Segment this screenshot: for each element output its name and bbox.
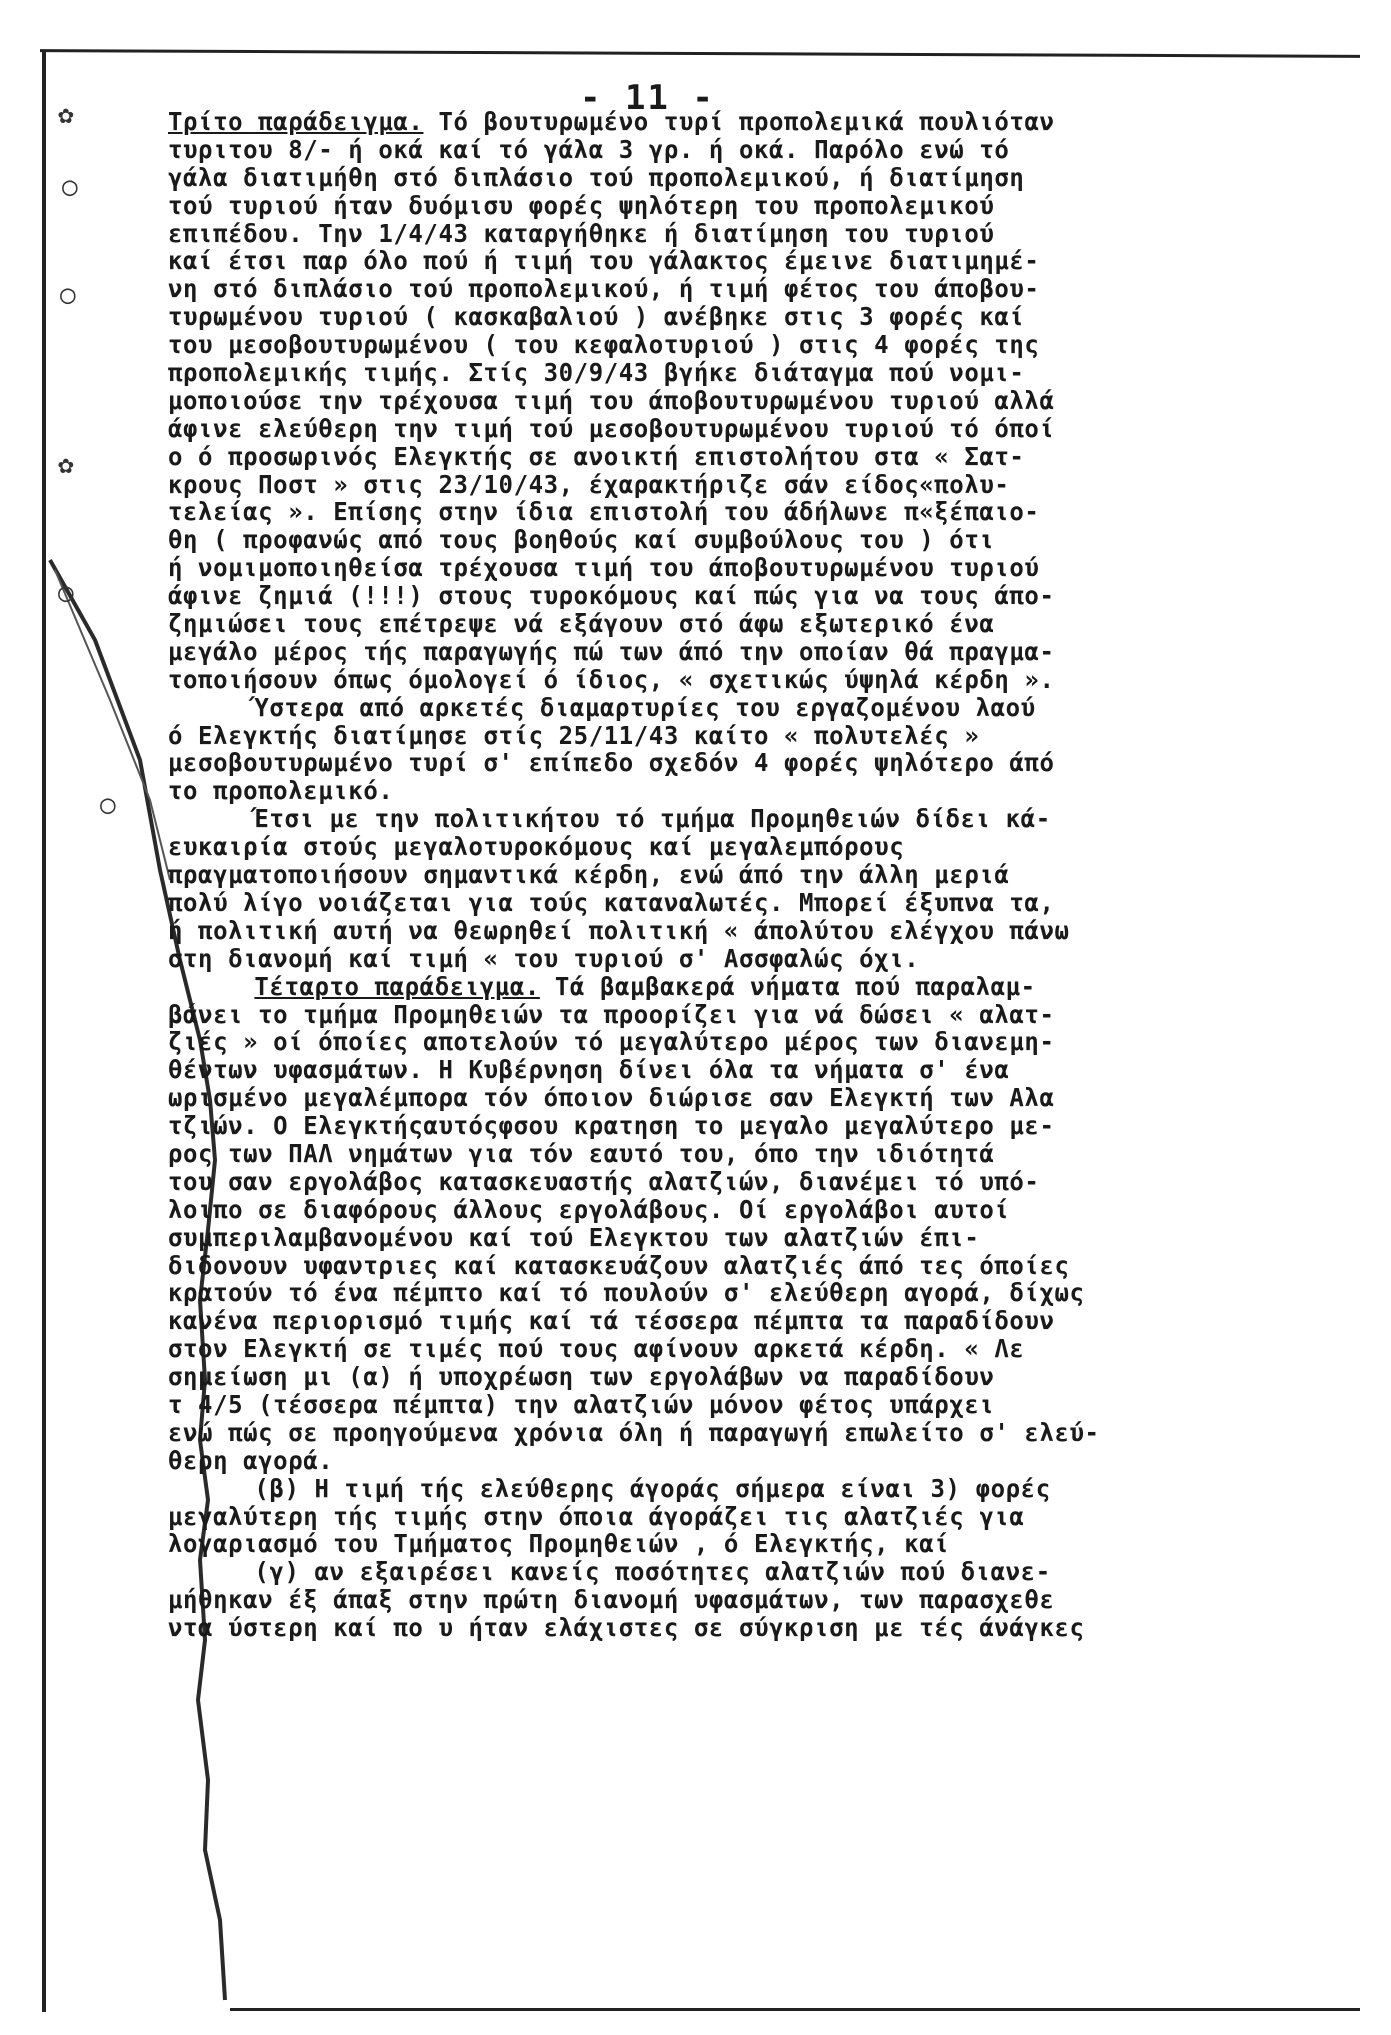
text-line bbox=[168, 805, 1334, 833]
text-line bbox=[168, 638, 1334, 666]
line-text: κανένα περιορισμό τιμής καί τά τέσσερα πέμπτα τα παραδίδουν bbox=[168, 1307, 1055, 1336]
page-number: - 11 - bbox=[580, 78, 715, 118]
text-line bbox=[168, 973, 1334, 1001]
line-text: μεγάλο μέρος τής παραγωγής πώ των άπό την οποίαν θά πραγμα- bbox=[168, 637, 1055, 666]
text-line bbox=[168, 108, 1334, 136]
line-text: τ 4/5 (τέσσερα πέμπτα) την αλατζιών μόνον φέτος υπάρχει bbox=[168, 1390, 995, 1419]
text-line bbox=[168, 1252, 1334, 1280]
text-line bbox=[168, 1168, 1334, 1196]
text-line bbox=[168, 1279, 1334, 1307]
line-text: μεσοβουτυρωμένο τυρί σ' επίπεδο σχεδόν 4 φορές ψηλότερο άπό bbox=[168, 749, 1055, 778]
line-text: λοιπο σε διαφόρους άλλους εργολάβους. Οί εργολάβοι αυτοί bbox=[168, 1195, 1010, 1224]
line-text: ωρισμένο μεγαλέμπορα τόν όποιον διώρισε σαν Ελεγκτή των Αλα bbox=[168, 1084, 1055, 1113]
section-heading: Τρίτο παράδειγμα. bbox=[168, 108, 424, 136]
text-line bbox=[168, 582, 1334, 610]
text-line bbox=[168, 833, 1334, 861]
line-text: Τά βαμβακερά νήματα πού παραλαμ- bbox=[539, 972, 1036, 1001]
text-line bbox=[168, 945, 1334, 973]
line-text: επιπέδου. Την 1/4/43 καταργήθηκε ή διατίμηση του τυριού bbox=[168, 219, 995, 248]
text-line bbox=[168, 694, 1334, 722]
text-line bbox=[168, 722, 1334, 750]
text-line bbox=[168, 443, 1334, 471]
text-line bbox=[168, 471, 1334, 499]
text-line bbox=[168, 861, 1334, 889]
line-text: ντα ύστερη καί πο υ ήταν ελάχιστες σε σύγκριση με τές άνάγκες bbox=[168, 1614, 1085, 1642]
text-line bbox=[168, 526, 1334, 554]
text-line bbox=[168, 136, 1334, 164]
line-text: ζημιώσει τους επέτρεψε νά εξάγουν στό άφω εξωτερικό ένα bbox=[168, 610, 995, 638]
line-text: γάλα διατιμήθη στό διπλάσιο τού προπολεμικού, ή διατίμηση bbox=[168, 163, 1025, 192]
text-line bbox=[168, 192, 1334, 220]
text-line bbox=[168, 1196, 1334, 1224]
line-text: ζιές » οί όποίες αποτελούν τό μεγαλύτερο μέρος των διανεμη- bbox=[168, 1028, 1055, 1057]
line-text: στον Ελεγκτή σε τιμές πού τους αφίνουν αρκετά κέρδη. « Λε bbox=[168, 1335, 1025, 1364]
text-line bbox=[168, 777, 1334, 805]
page-border-bottom bbox=[230, 2008, 1360, 2011]
text-line bbox=[168, 1475, 1334, 1503]
text-line bbox=[168, 275, 1334, 303]
text-line bbox=[168, 1530, 1334, 1558]
text-line bbox=[168, 1335, 1334, 1363]
text-line bbox=[168, 1028, 1334, 1056]
line-text: μοποιούσε την τρέχουσα τιμή του άποβουτυρωμένου τυριού αλλά bbox=[168, 386, 1055, 415]
text-line bbox=[168, 164, 1334, 192]
punch-hole-mark: ○ bbox=[58, 578, 74, 608]
punch-hole-mark: ✿ bbox=[58, 450, 74, 480]
line-text: σημείωση μι (α) ή υποχρέωση των εργολάβων να παραδίδουν bbox=[168, 1363, 995, 1391]
line-text: ο ό προσωρινός Ελεγκτής σε ανοικτή επιστολήτου στα « Σατ- bbox=[168, 442, 1025, 471]
line-text: προπολεμικής τιμής. Στίς 30/9/43 βγήκε διάταγμα πού νομι- bbox=[168, 359, 1025, 387]
line-text: τοποιήσουν όπως όμολογεί ό ίδιος, « σχετικώς ύψηλά κέρδη ». bbox=[168, 665, 1055, 694]
text-line bbox=[168, 415, 1334, 443]
line-text: ενώ πώς σε προηγούμενα χρόνια όλη ή παραγωγή επωλείτο σ' ελεύ- bbox=[168, 1418, 1100, 1447]
punch-hole-mark: ○ bbox=[60, 280, 76, 310]
line-text: τυρωμένου τυριού ( κασκαβαλιού ) ανέβηκε στις 3 φορές καί bbox=[168, 303, 1025, 332]
line-text: κρους Ποστ » στις 23/10/43, έχαρακτήριζε σάν είδος«πολυ- bbox=[168, 470, 1010, 499]
text-line bbox=[168, 666, 1334, 694]
line-text: θερη αγορά. bbox=[168, 1446, 334, 1475]
line-text: συμπεριλαμβανομένου καί τού Ελεγκτου των αλατζιών έπι- bbox=[168, 1223, 980, 1252]
text-line bbox=[168, 1558, 1334, 1586]
line-text: (β) Η τιμή τής ελεύθερης άγοράς σήμερα είναι 3) φορές bbox=[254, 1474, 1051, 1503]
text-line bbox=[168, 1503, 1334, 1531]
line-text: τζιών. Ο Ελεγκτήςαυτόςφσου κρατηση το μεγαλο μεγαλύτερο με- bbox=[168, 1112, 1055, 1140]
text-line bbox=[168, 1363, 1334, 1391]
line-text: μεγαλύτερη τής τιμής στην όποια άγοράζει τις αλατζιές για bbox=[168, 1502, 1025, 1531]
line-text: το προπολεμικό. bbox=[168, 777, 394, 806]
text-line bbox=[168, 1140, 1334, 1168]
text-line bbox=[168, 247, 1334, 275]
text-line bbox=[168, 1307, 1334, 1335]
text-line bbox=[168, 1586, 1334, 1614]
text-line bbox=[168, 1112, 1334, 1140]
line-text: άφινε ζημιά (!!!) στους τυροκόμους καί πώς για να τους άπο- bbox=[168, 582, 1055, 611]
text-line bbox=[168, 1084, 1334, 1112]
line-text: Τό βουτυρωμένο τυρί προπολεμικά πουλιόταν bbox=[423, 108, 1055, 136]
line-text: άφινε ελεύθερη την τιμή τού μεσοβουτυρωμένου τυριού τό όποί bbox=[168, 414, 1055, 443]
line-text: Ύστερα από αρκετές διαμαρτυρίες του εργαζομένου λαού bbox=[254, 693, 1036, 722]
line-text: του σαν εργολάβος κατασκευαστής αλατζιών, διανέμει τό υπό- bbox=[168, 1167, 1040, 1196]
typewritten-body bbox=[168, 108, 1383, 1642]
line-text: τελείας ». Επίσης στην ίδια επιστολή του άδήλωνε π«ξέπαιο- bbox=[168, 498, 1040, 527]
line-text: ό Ελεγκτής διατίμησε στίς 25/11/43 καίτο « πολυτελές » bbox=[168, 721, 980, 750]
line-text: τυριτου 8/- ή οκά καί τό γάλα 3 γρ. ή οκά. Παρόλο ενώ τό bbox=[168, 135, 1010, 164]
line-text: κρατούν τό ένα πέμπτο καί τό πουλούν σ' ελεύθερη αγορά, δίχως bbox=[168, 1279, 1085, 1308]
text-line bbox=[168, 1391, 1334, 1419]
text-line bbox=[168, 387, 1334, 415]
line-text: ρος των ΠΑΛ νημάτων για τόν εαυτό του, όπο την ιδιότητά bbox=[168, 1139, 995, 1168]
text-line bbox=[168, 554, 1334, 582]
line-text: ευκαιρία στούς μεγαλοτυροκόμους καί μεγαλεμπόρους bbox=[168, 833, 905, 862]
line-text: θη ( προφανώς από τους βοηθούς καί συμβούλους του ) ότι bbox=[168, 526, 995, 555]
punch-hole-mark: ✿ bbox=[58, 100, 74, 130]
text-line bbox=[168, 1224, 1334, 1252]
text-line bbox=[168, 1001, 1334, 1029]
text-line bbox=[168, 749, 1334, 777]
text-line bbox=[168, 1614, 1334, 1642]
text-line bbox=[168, 889, 1334, 917]
text-line bbox=[168, 303, 1334, 331]
section-heading: Τέταρτο παράδειγμα. bbox=[254, 972, 540, 1001]
line-text: στη διανομή καί τιμή « του τυριού σ' Ασσφαλώς όχι. bbox=[168, 944, 920, 973]
text-line bbox=[168, 917, 1334, 945]
line-text: βάνει το τμήμα Προμηθειών τα προορίζει για νά δώσει « αλατ- bbox=[168, 1000, 1055, 1029]
punch-hole-mark: ○ bbox=[100, 790, 116, 820]
line-text: θέντων υφασμάτων. Η Κυβέρνηση δίνει όλα τα νήματα σ' ένα bbox=[168, 1056, 1010, 1085]
punch-hole-mark: ○ bbox=[62, 172, 78, 202]
line-text: (γ) αν εξαιρέσει κανείς ποσότητες αλατζιών πού διανε- bbox=[254, 1558, 1051, 1587]
line-text: πολύ λίγο νοιάζεται για τούς καταναλωτές. Μπορεί έξυπνα τα, bbox=[168, 888, 1055, 917]
line-text: του μεσοβουτυρωμένου ( του κεφαλοτυριού ) στις 4 φορές της bbox=[168, 331, 1040, 360]
line-text: καί έτσι παρ όλο πού ή τιμή του γάλακτος έμεινε διατιμημέ- bbox=[168, 247, 1040, 276]
text-line bbox=[168, 220, 1334, 248]
text-line bbox=[168, 359, 1334, 387]
text-line bbox=[168, 1056, 1334, 1084]
line-text: πραγματοποιήσουν σημαντικά κέρδη, ενώ άπό την άλλη μεριά bbox=[168, 861, 1010, 889]
line-text: ή νομιμοποιηθείσα τρέχουσα τιμή του άποβουτυρωμένου τυριού bbox=[168, 554, 1040, 583]
line-text: μήθηκαν έξ άπαξ στην πρώτη διανομή υφασμάτων, των παρασχεθε bbox=[168, 1586, 1055, 1615]
line-text: τού τυριού ήταν δυόμισυ φορές ψηλότερη του προπολεμικού bbox=[168, 191, 995, 220]
text-line bbox=[168, 498, 1334, 526]
line-text: νη στό διπλάσιο τού προπολεμικού, ή τιμή φέτος του άποβου- bbox=[168, 275, 1040, 304]
line-text: λογαριασμό του Τμήματος Προμηθειών , ό Ελεγκτής, καί bbox=[168, 1530, 950, 1559]
text-line bbox=[168, 610, 1334, 638]
line-text: ή πολιτική αυτή να θεωρηθεί πολιτική « άπολύτου ελέγχου πάνω bbox=[168, 916, 1070, 945]
text-line bbox=[168, 1447, 1334, 1475]
text-line bbox=[168, 331, 1334, 359]
line-text: διδονουν υφαντριες καί κατασκευάζουν αλατζιές άπό τες όποίες bbox=[168, 1251, 1070, 1280]
line-text: Έτσι με την πολιτικήτου τό τμήμα Προμηθειών δίδει κά- bbox=[254, 805, 1051, 834]
text-line bbox=[168, 1419, 1334, 1447]
